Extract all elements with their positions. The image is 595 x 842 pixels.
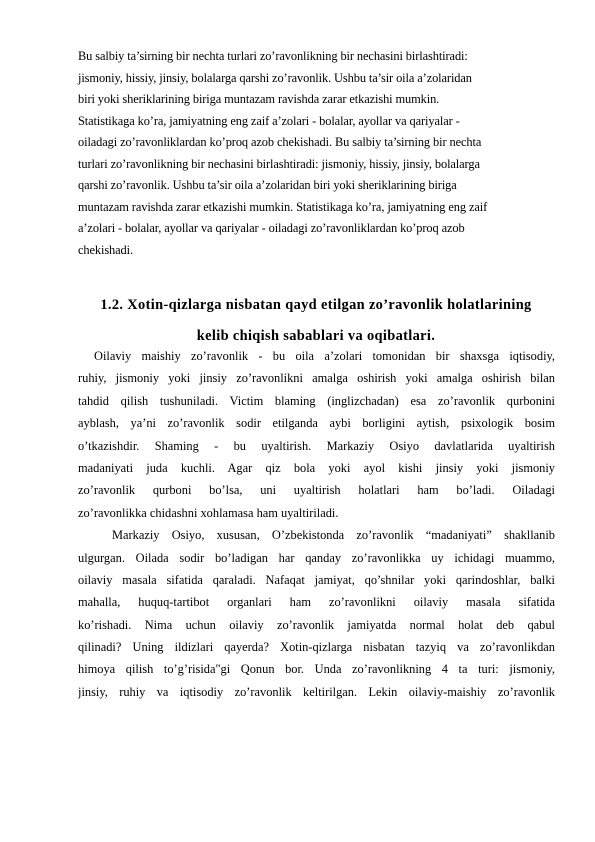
text-line: muntazam ravishda zarar etkazishi mumkin. Statistikaga ko’ra, jamiyatning eng zaif xyxy=(78,199,488,214)
text-line: ulgurgan. Oilada sodir bo’ladigan har qanday zo’ravonlikka uy ichidagi muammo, xyxy=(78,550,555,565)
text-line: jismoniy, hissiy, jinsiy, bolalarga qarshi zo’ravonlik. Ushbu ta’sir oila a’zolaridan xyxy=(78,70,472,85)
text-line: jinsiy, ruhiy va iqtisodiy zo’ravonlik keltirilgan. Lekin oilaviy-maishiy zo’ravonlik xyxy=(78,684,555,699)
text-line: qarshi zo’ravonlik. Ushbu ta’sir oila a’zolaridan biri yoki sheriklarining biriga xyxy=(78,178,457,192)
text-line: ko’rishadi. Nima uchun oilaviy zo’ravonlik jamiyatda normal holat deb qabul xyxy=(78,617,555,632)
text-line: qilinadi? Uning ildizlari qayerda? Xotin-qizlarga nisbatan tazyiq va zo’ravonlikdan xyxy=(78,640,555,655)
text-line: chekishadi. xyxy=(78,242,133,257)
text-line: turlari zo’ravonlikning bir nechasini birlashtiradi: jismoniy, hissiy, jinsiy, bolalarga xyxy=(78,156,480,171)
text-line: ayblash, ya’ni zo’ravonlik sodir etilganda aybi borligini aytish, psixologik bosim xyxy=(78,416,555,431)
text-line: Markaziy Osiyo, xususan, O’zbekistonda zo’ravonlik “madaniyati” shakllanib xyxy=(112,528,555,543)
text-line: oiladagi zo’ravonliklardan ko’proq azob chekishadi. Bu salbiy ta’sirning bir nechta xyxy=(78,135,482,149)
heading-line: 1.2. Xotin-qizlarga nisbatan qayd etilgan zo’ravonlik holatlarining xyxy=(100,297,532,313)
text-line: o’tkazishdir. Shaming - bu uyaltirish. Markaziy Osiyo davlatlarida uyaltirish xyxy=(78,438,555,453)
text-line: ruhiy, jismoniy yoki jinsiy zo’ravonlikni amalga oshirish yoki amalga oshirish bilan xyxy=(78,371,555,386)
text-line: Statistikaga ko’ra, jamiyatning eng zaif a’zolari - bolalar, ayollar va qariyalar - xyxy=(78,113,460,128)
text-line: mahalla, huquq-tartibot organlari ham zo’ravonlikni oilaviy masala sifatida xyxy=(78,595,555,610)
text-line: himoya qilish to’g’risida"gi Qonun bor. Unda zo’ravonlikning 4 ta turi: jismoniy, xyxy=(78,662,555,677)
text-line: Oilaviy maishiy zo’ravonlik - bu oila a’zolari tomonidan bir shaxsga iqtisodiy, xyxy=(94,349,555,363)
text-line: biri yoki sheriklarining biriga muntazam ravishda zarar etkazishi mumkin. xyxy=(78,92,440,106)
body-paragraphs xyxy=(78,345,555,703)
text-line: tahdid qilish tushuniladi. Victim blaming (inglizchadan) esa zo’ravonlik qurbonini xyxy=(78,393,555,408)
text-line: oilaviy masala sifatida qaraladi. Nafaqat jamiyat, qo’shnilar yoki qarindoshlar, balki xyxy=(78,572,555,587)
text-line: zo’ravonlikka chidashni xohlamasa ham uyaltiriladi. xyxy=(78,505,339,520)
text-line: zo’ravonlik qurboni bo’lsa, uni uyaltirish holatlari ham bo’ladi. Oiladagi xyxy=(78,483,555,498)
text-line: Bu salbiy ta’sirning bir nechta turlari zo’ravonlikning bir nechasini birlashtiradi: xyxy=(78,49,468,63)
text-line: madaniyati juda kuchli. Agar qiz bola yoki ayol kishi jinsiy yoki jismoniy xyxy=(78,460,555,475)
text-line: a’zolari - bolalar, ayollar va qariyalar - oiladagi zo’ravonliklardan ko’proq azob xyxy=(78,221,465,235)
heading-line: kelib chiqish sabablari va oqibatlari. xyxy=(196,328,436,344)
intro-paragraph xyxy=(78,46,558,261)
section-heading xyxy=(78,290,554,352)
